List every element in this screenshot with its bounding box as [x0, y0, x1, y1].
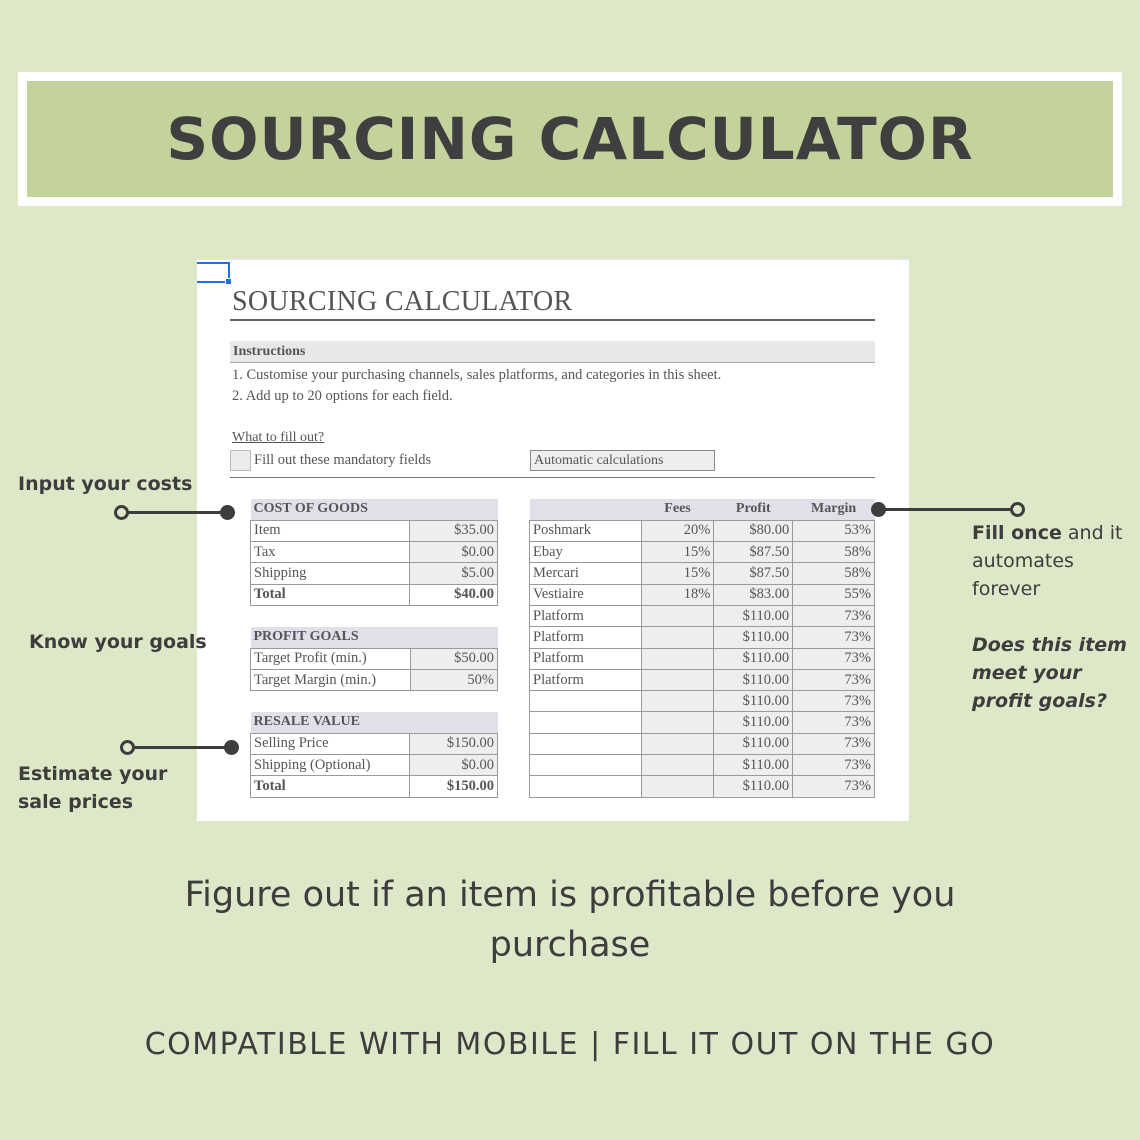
callout-open-dot — [1010, 502, 1025, 517]
platform-name-cell[interactable] — [530, 691, 642, 712]
resale-label: Selling Price — [251, 733, 410, 754]
platform-name-cell[interactable]: Vestiaire — [530, 584, 642, 605]
table-row — [530, 755, 875, 776]
platform-profit-cell: $83.00 — [714, 584, 793, 605]
callout-connector — [128, 511, 226, 514]
platform-profit-cell: $110.00 — [714, 605, 793, 626]
platform-profit-cell: $110.00 — [714, 755, 793, 776]
platform-margin-cell: 73% — [793, 776, 875, 797]
table-row — [530, 776, 875, 797]
platform-name-cell[interactable]: Platform — [530, 669, 642, 690]
platform-fee-input[interactable] — [641, 648, 714, 669]
table-row — [530, 733, 875, 754]
platform-name-cell[interactable]: Poshmark — [530, 520, 642, 541]
profit-goals-header: PROFIT GOALS — [251, 627, 498, 648]
table-row — [530, 691, 875, 712]
fees-col-header: Fees — [641, 499, 714, 520]
resale-shipping-input[interactable]: $0.00 — [410, 755, 498, 776]
callout-question-line1: Does this item — [972, 634, 1127, 656]
table-row — [530, 605, 875, 626]
instructions-header: Instructions — [230, 341, 875, 363]
callout-fill-once-rest: and it — [1061, 522, 1123, 544]
callout-fill-once-bold: Fill once — [972, 522, 1062, 544]
platform-name-cell[interactable]: Ebay — [530, 542, 642, 563]
platform-margin-cell: 58% — [793, 542, 875, 563]
footer-compatibility: COMPATIBLE WITH MOBILE | FILL IT OUT ON THE GO — [144, 1027, 996, 1062]
platform-margin-cell: 73% — [793, 605, 875, 626]
table-row — [530, 563, 875, 584]
platform-fee-input[interactable] — [641, 733, 714, 754]
what-to-fill-link[interactable]: What to fill out? — [232, 430, 325, 445]
callout-fill-line2: automates — [972, 550, 1074, 572]
callout-estimate-line1: Estimate your — [18, 763, 168, 785]
platform-fee-input[interactable] — [641, 691, 714, 712]
platform-name-cell[interactable] — [530, 755, 642, 776]
table-row — [530, 520, 875, 541]
header-banner — [27, 81, 1113, 197]
table-row — [530, 542, 875, 563]
platform-name-cell[interactable] — [530, 733, 642, 754]
platform-fee-input[interactable] — [641, 605, 714, 626]
platforms-table — [529, 499, 875, 798]
table-row — [251, 584, 498, 605]
callout-profit-question — [972, 631, 1127, 715]
table-row — [251, 648, 498, 669]
auto-calc-legend: Automatic calculations — [530, 450, 715, 471]
instruction-line: 1. Customise your purchasing channels, sales platforms, and categories in this sheet. — [232, 367, 722, 383]
platform-fee-input[interactable]: 18% — [641, 584, 714, 605]
platform-name-cell[interactable]: Mercari — [530, 563, 642, 584]
table-row — [251, 520, 498, 541]
platform-margin-cell: 73% — [793, 648, 875, 669]
table-row — [251, 733, 498, 754]
platform-profit-cell: $87.50 — [714, 542, 793, 563]
target-profit-input[interactable]: $50.00 — [410, 648, 497, 669]
cost-of-goods-table — [250, 499, 498, 606]
platform-profit-cell: $110.00 — [714, 627, 793, 648]
resale-total-label: Total — [251, 776, 410, 797]
platform-profit-cell: $87.50 — [714, 563, 793, 584]
callout-input-costs: Input your costs — [18, 473, 193, 495]
cost-of-goods-header: COST OF GOODS — [251, 499, 498, 520]
tagline: Figure out if an item is profitable before you purchase — [184, 875, 956, 965]
platform-name-cell[interactable] — [530, 712, 642, 733]
banner-title: SOURCING CALCULATOR — [166, 105, 974, 173]
callout-fill-once — [972, 519, 1122, 603]
platform-fee-input[interactable] — [641, 669, 714, 690]
goal-label: Target Profit (min.) — [251, 648, 411, 669]
platform-fee-input[interactable] — [641, 755, 714, 776]
callout-question-line2: meet your — [972, 662, 1082, 684]
title-divider — [230, 319, 875, 321]
callout-filled-dot — [224, 740, 239, 755]
platform-profit-cell: $110.00 — [714, 733, 793, 754]
table-row — [530, 627, 875, 648]
resale-value-table — [250, 712, 498, 798]
platform-col-header — [530, 499, 642, 520]
cost-total-label: Total — [251, 584, 410, 605]
table-row — [251, 542, 498, 563]
cost-total-value: $40.00 — [410, 584, 498, 605]
callout-know-goals: Know your goals — [29, 631, 207, 653]
platform-profit-cell: $110.00 — [714, 712, 793, 733]
resale-label: Shipping (Optional) — [251, 755, 410, 776]
table-row — [251, 670, 498, 691]
table-row — [530, 584, 875, 605]
platform-name-cell[interactable]: Platform — [530, 648, 642, 669]
callout-question-line3: profit goals? — [972, 690, 1107, 712]
mandatory-legend-text: Fill out these mandatory fields — [254, 452, 432, 468]
platform-profit-cell: $80.00 — [714, 520, 793, 541]
instruction-line: 2. Add up to 20 options for each field. — [232, 388, 453, 404]
callout-filled-dot — [220, 505, 235, 520]
cost-label: Tax — [251, 542, 410, 563]
platform-fee-input[interactable]: 15% — [641, 542, 714, 563]
spreadsheet-preview — [197, 259, 909, 821]
platform-margin-cell: 53% — [793, 520, 875, 541]
table-row — [530, 669, 875, 690]
platform-profit-cell: $110.00 — [714, 648, 793, 669]
resale-total-value: $150.00 — [410, 776, 498, 797]
goal-label: Target Margin (min.) — [251, 670, 411, 691]
cost-item-input[interactable]: $35.00 — [410, 520, 498, 541]
platform-name-cell[interactable] — [530, 776, 642, 797]
table-row — [251, 563, 498, 584]
platform-margin-cell: 73% — [793, 733, 875, 754]
callout-estimate-line2: sale prices — [18, 791, 134, 813]
platform-margin-cell: 73% — [793, 691, 875, 712]
table-row — [251, 776, 498, 797]
margin-col-header: Margin — [793, 499, 875, 520]
legend-divider — [230, 477, 875, 478]
platform-fee-input[interactable] — [641, 712, 714, 733]
platform-profit-cell: $110.00 — [714, 691, 793, 712]
platform-fee-input[interactable]: 15% — [641, 563, 714, 584]
selling-price-input[interactable]: $150.00 — [410, 733, 498, 754]
callout-connector — [884, 508, 1010, 511]
platform-profit-cell: $110.00 — [714, 669, 793, 690]
callout-connector — [134, 746, 226, 749]
platform-margin-cell: 73% — [793, 669, 875, 690]
callout-fill-line3: forever — [972, 578, 1041, 600]
callout-open-dot — [120, 740, 135, 755]
platform-margin-cell: 73% — [793, 712, 875, 733]
resale-value-header: RESALE VALUE — [251, 712, 498, 733]
table-row — [530, 712, 875, 733]
table-row — [251, 755, 498, 776]
sheet-title: SOURCING CALCULATOR — [232, 286, 573, 317]
fill-handle[interactable] — [225, 278, 232, 285]
table-row — [530, 648, 875, 669]
callout-open-dot — [114, 505, 129, 520]
cost-label: Shipping — [251, 563, 410, 584]
platform-fee-input[interactable] — [641, 776, 714, 797]
platform-fee-input[interactable]: 20% — [641, 520, 714, 541]
platform-margin-cell: 73% — [793, 755, 875, 776]
grid-top-border — [197, 259, 909, 262]
mandatory-legend-swatch — [230, 450, 251, 471]
platform-margin-cell: 55% — [793, 584, 875, 605]
target-margin-input[interactable]: 50% — [410, 670, 497, 691]
platform-margin-cell: 73% — [793, 627, 875, 648]
platform-name-cell[interactable]: Platform — [530, 605, 642, 626]
platform-name-cell[interactable]: Platform — [530, 627, 642, 648]
platform-margin-cell: 58% — [793, 563, 875, 584]
platform-profit-cell: $110.00 — [714, 776, 793, 797]
header-banner-frame — [18, 72, 1122, 206]
platform-fee-input[interactable] — [641, 627, 714, 648]
callout-estimate-prices — [18, 760, 167, 816]
cost-shipping-input[interactable]: $5.00 — [410, 563, 498, 584]
profit-goals-table — [250, 627, 498, 691]
profit-col-header: Profit — [714, 499, 793, 520]
cost-label: Item — [251, 520, 410, 541]
cost-tax-input[interactable]: $0.00 — [410, 542, 498, 563]
